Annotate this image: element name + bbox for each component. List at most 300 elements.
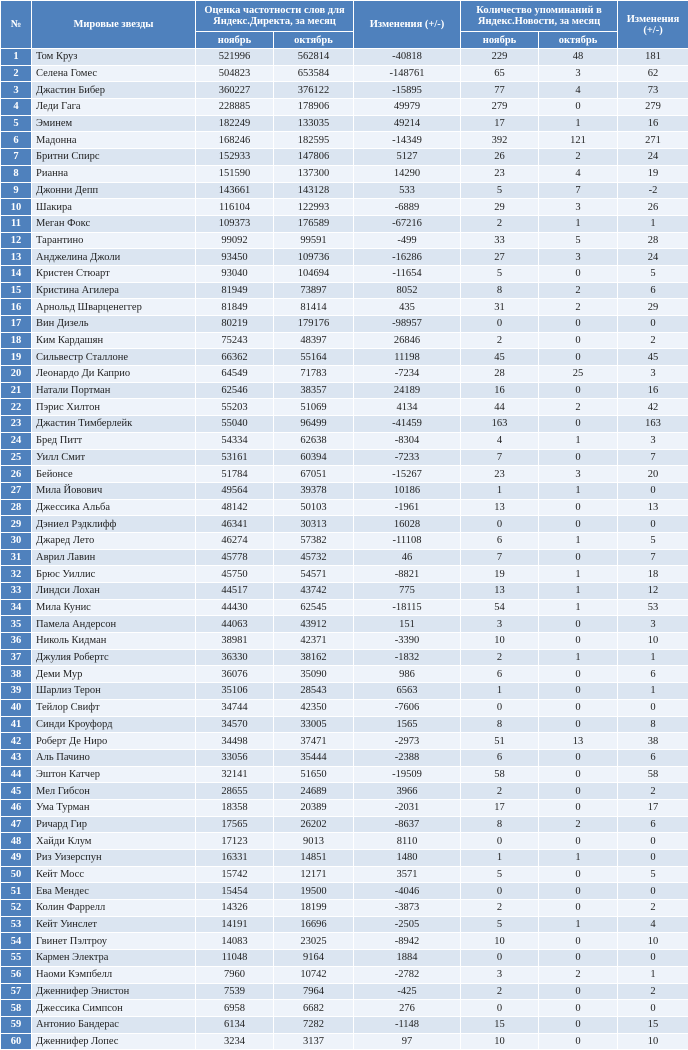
direct-november: 109373 [196,215,274,232]
direct-october: 55164 [274,349,354,366]
news-october: 1 [539,115,618,132]
table-row [1,766,688,783]
direct-change: 46 [354,549,461,566]
row-index: 49 [1,850,32,867]
row-index: 54 [1,933,32,950]
direct-november: 116104 [196,199,274,216]
direct-november: 80219 [196,316,274,333]
table-row [1,199,688,216]
news-october: 0 [539,699,618,716]
news-change: 1 [618,215,688,232]
direct-change: -98957 [354,316,461,333]
direct-october: 24689 [274,783,354,800]
celebrity-name: Бритни Спирс [32,149,196,166]
direct-change: 1480 [354,850,461,867]
news-october: 1 [539,916,618,933]
direct-october: 178906 [274,99,354,116]
direct-november: 49564 [196,482,274,499]
news-october: 0 [539,766,618,783]
news-change: 2 [618,900,688,917]
direct-november: 143661 [196,182,274,199]
celebrity-name: Мадонна [32,132,196,149]
news-november: 23 [461,466,539,483]
direct-november: 15742 [196,866,274,883]
news-change: 0 [618,883,688,900]
news-october: 0 [539,983,618,1000]
direct-november: 34570 [196,716,274,733]
news-change: 29 [618,299,688,316]
celebrity-name: Кармен Электра [32,950,196,967]
direct-november: 7960 [196,966,274,983]
news-change: 3 [618,616,688,633]
direct-november: 53161 [196,449,274,466]
table-row [1,699,688,716]
news-change: 6 [618,282,688,299]
direct-november: 44517 [196,583,274,600]
news-change: 18 [618,566,688,583]
news-october: 0 [539,683,618,700]
row-index: 47 [1,816,32,833]
direct-november: 34498 [196,733,274,750]
direct-october: 653584 [274,65,354,82]
table-row [1,482,688,499]
table-row [1,649,688,666]
table-row [1,799,688,816]
direct-november: 62546 [196,382,274,399]
news-change: 28 [618,232,688,249]
table-row [1,733,688,750]
direct-october: 562814 [274,49,354,66]
direct-november: 17565 [196,816,274,833]
direct-october: 18199 [274,900,354,917]
direct-november: 81849 [196,299,274,316]
news-november: 163 [461,416,539,433]
table-row [1,749,688,766]
direct-change: 11198 [354,349,461,366]
news-november: 5 [461,866,539,883]
direct-change: -8304 [354,432,461,449]
direct-october: 38357 [274,382,354,399]
news-change: 6 [618,816,688,833]
direct-change: -19509 [354,766,461,783]
row-index: 48 [1,833,32,850]
direct-change: -16286 [354,249,461,266]
table-row [1,599,688,616]
direct-change: -499 [354,232,461,249]
celebrity-name: Джастин Бибер [32,82,196,99]
news-change: 0 [618,950,688,967]
direct-change: -18115 [354,599,461,616]
table-row [1,916,688,933]
news-october: 0 [539,883,618,900]
news-october: 1 [539,432,618,449]
direct-change: -15267 [354,466,461,483]
news-october: 0 [539,1033,618,1050]
news-october: 0 [539,549,618,566]
direct-october: 16696 [274,916,354,933]
news-november: 45 [461,349,539,366]
direct-october: 67051 [274,466,354,483]
table-row [1,265,688,282]
news-october: 0 [539,749,618,766]
celebrity-name: Пэрис Хилтон [32,399,196,416]
direct-november: 6134 [196,1016,274,1033]
celebrity-name: Дэниел Рэдклифф [32,516,196,533]
row-index: 29 [1,516,32,533]
direct-october: 147806 [274,149,354,166]
row-index: 57 [1,983,32,1000]
direct-change: 276 [354,1000,461,1017]
table-row [1,232,688,249]
celebrity-name: Линдси Лохан [32,583,196,600]
direct-change: -2782 [354,966,461,983]
direct-change: 16028 [354,516,461,533]
news-november: 0 [461,516,539,533]
direct-november: 46274 [196,532,274,549]
news-change: 10 [618,933,688,950]
direct-october: 3137 [274,1033,354,1050]
table-row [1,466,688,483]
direct-october: 7282 [274,1016,354,1033]
news-change: 24 [618,149,688,166]
row-index: 45 [1,783,32,800]
news-october: 2 [539,282,618,299]
celebrity-name: Джастин Тимберлейк [32,416,196,433]
news-november: 8 [461,282,539,299]
row-index: 18 [1,332,32,349]
direct-change: 8110 [354,833,461,850]
table-row [1,950,688,967]
news-change: 1 [618,966,688,983]
direct-change: 775 [354,583,461,600]
row-index: 23 [1,416,32,433]
celebrity-name: Ева Мендес [32,883,196,900]
direct-change: -40818 [354,49,461,66]
celebrity-name: Аврил Лавин [32,549,196,566]
table-row [1,65,688,82]
news-change: 7 [618,449,688,466]
news-november: 7 [461,549,539,566]
news-change: 8 [618,716,688,733]
table-row [1,549,688,566]
direct-october: 71783 [274,366,354,383]
direct-change: -11654 [354,265,461,282]
news-october: 1 [539,566,618,583]
celebrity-name: Арнольд Шварценеггер [32,299,196,316]
row-index: 7 [1,149,32,166]
news-november: 19 [461,566,539,583]
row-index: 51 [1,883,32,900]
direct-november: 182249 [196,115,274,132]
news-november: 51 [461,733,539,750]
table-row [1,165,688,182]
news-october: 0 [539,866,618,883]
news-change: 73 [618,82,688,99]
table-row [1,215,688,232]
news-november: 10 [461,633,539,650]
direct-change: 4134 [354,399,461,416]
direct-change: -1961 [354,499,461,516]
direct-october: 176589 [274,215,354,232]
table-row [1,900,688,917]
celebrity-name: Роберт Де Ниро [32,733,196,750]
direct-november: 14083 [196,933,274,950]
news-october: 0 [539,516,618,533]
direct-october: 133035 [274,115,354,132]
direct-change: -425 [354,983,461,1000]
news-october: 1 [539,583,618,600]
direct-october: 20389 [274,799,354,816]
direct-november: 34744 [196,699,274,716]
news-october: 0 [539,265,618,282]
table-row [1,282,688,299]
news-change: 45 [618,349,688,366]
table-row [1,883,688,900]
table-row [1,249,688,266]
news-october: 0 [539,633,618,650]
row-index: 52 [1,900,32,917]
celebrity-name: Джулия Робертс [32,649,196,666]
direct-november: 168246 [196,132,274,149]
celebrity-name: Тейлор Свифт [32,699,196,716]
news-change: 0 [618,482,688,499]
news-change: 2 [618,783,688,800]
news-november: 3 [461,966,539,983]
direct-october: 14851 [274,850,354,867]
direct-november: 32141 [196,766,274,783]
news-november: 6 [461,666,539,683]
table-row [1,299,688,316]
news-november: 29 [461,199,539,216]
celebrity-name: Хайди Клум [32,833,196,850]
direct-change: -3873 [354,900,461,917]
news-october: 0 [539,716,618,733]
direct-change: 49979 [354,99,461,116]
direct-october: 73897 [274,282,354,299]
direct-october: 96499 [274,416,354,433]
direct-october: 122993 [274,199,354,216]
table-row [1,850,688,867]
news-change: 12 [618,583,688,600]
direct-november: 44063 [196,616,274,633]
row-index: 36 [1,633,32,650]
direct-november: 228885 [196,99,274,116]
direct-october: 179176 [274,316,354,333]
news-october: 1 [539,599,618,616]
news-november: 0 [461,833,539,850]
direct-october: 104694 [274,265,354,282]
news-october: 4 [539,82,618,99]
direct-november: 14191 [196,916,274,933]
news-november: 13 [461,499,539,516]
news-november: 13 [461,583,539,600]
table-row [1,349,688,366]
news-november: 44 [461,399,539,416]
direct-october: 19500 [274,883,354,900]
direct-november: 11048 [196,950,274,967]
row-index: 28 [1,499,32,516]
direct-october: 30313 [274,516,354,533]
news-october: 25 [539,366,618,383]
news-november: 1 [461,850,539,867]
direct-november: 7539 [196,983,274,1000]
table-row [1,149,688,166]
row-index: 37 [1,649,32,666]
direct-november: 51784 [196,466,274,483]
news-october: 1 [539,215,618,232]
table-row [1,966,688,983]
direct-november: 36076 [196,666,274,683]
direct-november: 99092 [196,232,274,249]
direct-november: 93450 [196,249,274,266]
direct-november: 33056 [196,749,274,766]
news-october: 0 [539,449,618,466]
direct-october: 50103 [274,499,354,516]
direct-october: 60394 [274,449,354,466]
direct-change: -2505 [354,916,461,933]
celebrity-name: Эминем [32,115,196,132]
celebrity-name: Вин Дизель [32,316,196,333]
table-row [1,716,688,733]
news-november: 33 [461,232,539,249]
row-index: 24 [1,432,32,449]
direct-change: -8637 [354,816,461,833]
direct-change: -2973 [354,733,461,750]
news-november: 8 [461,816,539,833]
table-row [1,933,688,950]
table-row [1,449,688,466]
news-november: 229 [461,49,539,66]
celebrity-name: Кристина Агилера [32,282,196,299]
news-change: 53 [618,599,688,616]
table-row [1,499,688,516]
news-october: 2 [539,816,618,833]
row-index: 16 [1,299,32,316]
direct-november: 75243 [196,332,274,349]
header-news-change: Изменения (+/-) [618,1,688,49]
direct-november: 38981 [196,633,274,650]
celebrity-name: Брюс Уиллис [32,566,196,583]
news-october: 5 [539,232,618,249]
direct-change: -7233 [354,449,461,466]
news-change: 5 [618,265,688,282]
row-index: 14 [1,265,32,282]
table-row [1,332,688,349]
celebrity-name: Леди Гага [32,99,196,116]
direct-october: 109736 [274,249,354,266]
news-november: 77 [461,82,539,99]
direct-change: 14290 [354,165,461,182]
news-october: 1 [539,649,618,666]
news-october: 0 [539,799,618,816]
news-october: 1 [539,850,618,867]
direct-change: 8052 [354,282,461,299]
news-october: 0 [539,499,618,516]
news-change: 62 [618,65,688,82]
direct-change: 151 [354,616,461,633]
celebrity-name: Ким Кардашян [32,332,196,349]
celebrity-name: Мел Гибсон [32,783,196,800]
direct-november: 66362 [196,349,274,366]
news-november: 2 [461,983,539,1000]
news-october: 0 [539,316,618,333]
celebrity-name: Сильвестр Сталлоне [32,349,196,366]
news-change: 279 [618,99,688,116]
direct-october: 28543 [274,683,354,700]
news-october: 0 [539,833,618,850]
news-november: 0 [461,950,539,967]
news-october: 3 [539,65,618,82]
celebrity-name: Мила Йовович [32,482,196,499]
direct-november: 93040 [196,265,274,282]
news-november: 28 [461,366,539,383]
direct-change: 3571 [354,866,461,883]
header-news-october: октябрь [539,32,618,49]
table-row [1,416,688,433]
news-november: 2 [461,649,539,666]
news-october: 3 [539,466,618,483]
header-news-november: ноябрь [461,32,539,49]
direct-november: 54334 [196,432,274,449]
celebrity-name: Деми Мур [32,666,196,683]
news-november: 2 [461,215,539,232]
direct-october: 9013 [274,833,354,850]
direct-november: 36330 [196,649,274,666]
row-index: 1 [1,49,32,66]
direct-october: 57382 [274,532,354,549]
header-direct-group: Оценка частотности слов для Яндекс.Директа, за месяц [196,1,354,32]
news-november: 5 [461,182,539,199]
news-october: 3 [539,199,618,216]
row-index: 21 [1,382,32,399]
row-index: 46 [1,799,32,816]
news-october: 2 [539,399,618,416]
celebrity-name: Дженнифер Лопес [32,1033,196,1050]
news-change: -2 [618,182,688,199]
news-october: 121 [539,132,618,149]
row-index: 30 [1,532,32,549]
header-direct-october: октябрь [274,32,354,49]
direct-change: 49214 [354,115,461,132]
table-header [1,1,688,49]
direct-october: 37471 [274,733,354,750]
news-change: 4 [618,916,688,933]
news-change: 181 [618,49,688,66]
direct-november: 14326 [196,900,274,917]
row-index: 55 [1,950,32,967]
direct-november: 18358 [196,799,274,816]
news-change: 15 [618,1016,688,1033]
news-change: 163 [618,416,688,433]
row-index: 56 [1,966,32,983]
celebrity-name: Анджелина Джоли [32,249,196,266]
row-index: 43 [1,749,32,766]
row-index: 3 [1,82,32,99]
table-row [1,1016,688,1033]
row-index: 40 [1,699,32,716]
news-october: 0 [539,933,618,950]
row-index: 35 [1,616,32,633]
row-index: 10 [1,199,32,216]
news-november: 0 [461,699,539,716]
table-row [1,1000,688,1017]
news-change: 16 [618,382,688,399]
celebrity-name: Бейонсе [32,466,196,483]
news-october: 3 [539,249,618,266]
row-index: 34 [1,599,32,616]
news-november: 17 [461,799,539,816]
row-index: 53 [1,916,32,933]
